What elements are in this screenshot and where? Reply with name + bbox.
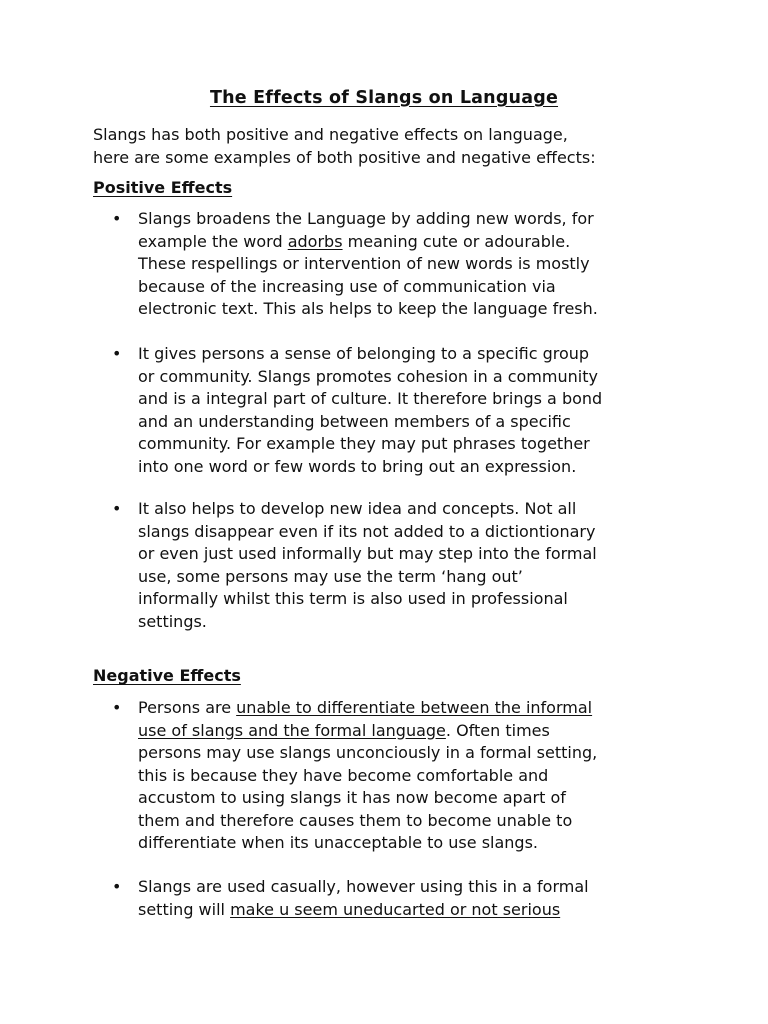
text-line <box>138 366 678 389</box>
text-run: meaning cute or adourable. <box>342 231 571 251</box>
text-run: accustom to using slangs it has now become apart of <box>138 788 566 807</box>
text-run: them and therefore causes them to become unable to <box>138 810 573 830</box>
text-line <box>138 543 678 566</box>
text-run: settings. <box>138 611 207 631</box>
text-run: into one word or few words to bring out an expression. <box>138 456 577 476</box>
text-line <box>138 298 678 321</box>
text-line <box>138 343 678 366</box>
bullet-icon: • <box>112 877 122 896</box>
positive-effects-heading: Positive Effects <box>93 178 233 197</box>
negative-effects-heading: Negative Effects <box>93 666 241 685</box>
text-line <box>138 832 678 855</box>
text-line <box>138 787 678 810</box>
bullet-text <box>138 208 678 321</box>
bullet-icon: • <box>112 344 122 363</box>
bullet-icon: • <box>112 698 122 717</box>
bullet-text <box>138 876 678 921</box>
text-run: or community. Slangs promotes cohesion in a community <box>138 366 598 386</box>
text-run: It gives persons a sense of belonging to a specific group <box>138 344 590 363</box>
text-run: . Often times <box>445 720 550 740</box>
document-title: The Effects of Slangs on Language <box>209 88 559 108</box>
text-line <box>138 810 678 833</box>
text-run: These respellings or intervention of new words is mostly <box>138 254 590 273</box>
text-line <box>138 433 678 456</box>
text-run: Slangs broadens the Language by adding new words, for <box>138 209 594 228</box>
intro-line: here are some examples of both positive and negative effects: <box>93 147 596 167</box>
text-line <box>138 742 678 765</box>
underlined-text: use of slangs and the formal language <box>138 720 446 740</box>
text-line <box>138 697 678 720</box>
text-run: this is because they have become comfortable and <box>138 765 549 785</box>
bullet-text <box>138 697 678 855</box>
text-run: informally whilst this term is also used in professional <box>138 589 568 608</box>
bullet-icon: • <box>112 209 122 228</box>
text-run: Slangs are used casually, however using this in a formal <box>138 877 589 896</box>
text-run: It also helps to develop new idea and concepts. Not all <box>138 499 577 518</box>
text-line <box>138 611 678 634</box>
text-line <box>138 276 678 299</box>
underlined-text: unable to differentiate between the informal <box>236 698 593 717</box>
text-run: example the word <box>138 231 288 251</box>
text-line <box>138 456 678 479</box>
bullet-icon: • <box>112 499 122 518</box>
text-run: setting will <box>138 899 231 919</box>
intro-line: Slangs has both positive and negative effects on language, <box>93 125 568 144</box>
text-run: community. For example they may put phrases together <box>138 434 590 453</box>
text-line <box>138 876 678 899</box>
text-line <box>138 720 678 743</box>
text-line <box>138 588 678 611</box>
text-run: or even just used informally but may step into the formal <box>138 544 597 563</box>
text-run: slangs disappear even if its not added to a dictiontionary <box>138 521 596 541</box>
text-line <box>138 765 678 788</box>
underlined-text: adorbs <box>287 231 343 251</box>
text-run: persons may use slangs unconciously in a formal setting, <box>138 743 598 762</box>
text-line <box>138 231 678 254</box>
text-line <box>138 498 678 521</box>
underlined-text: make u seem uneducarted or not serious <box>230 899 561 919</box>
text-run: and is a integral part of culture. It therefore brings a bond <box>138 389 603 408</box>
text-run: differentiate when its unacceptable to use slangs. <box>138 833 538 852</box>
text-run: because of the increasing use of communication via <box>138 276 556 296</box>
bullet-text <box>138 498 678 633</box>
text-run: Persons are <box>138 698 237 717</box>
text-line <box>138 253 678 276</box>
text-run: use, some persons may use the term ‘hang out’ <box>138 566 523 586</box>
text-line <box>138 388 678 411</box>
text-line <box>138 411 678 434</box>
text-line <box>138 899 678 922</box>
text-run: electronic text. This als helps to keep the language fresh. <box>138 299 598 318</box>
bullet-text <box>138 343 678 478</box>
text-line <box>138 208 678 231</box>
text-line <box>138 566 678 589</box>
text-line <box>138 521 678 544</box>
text-run: and an understanding between members of a specific <box>138 411 571 431</box>
intro-paragraph <box>93 124 733 169</box>
